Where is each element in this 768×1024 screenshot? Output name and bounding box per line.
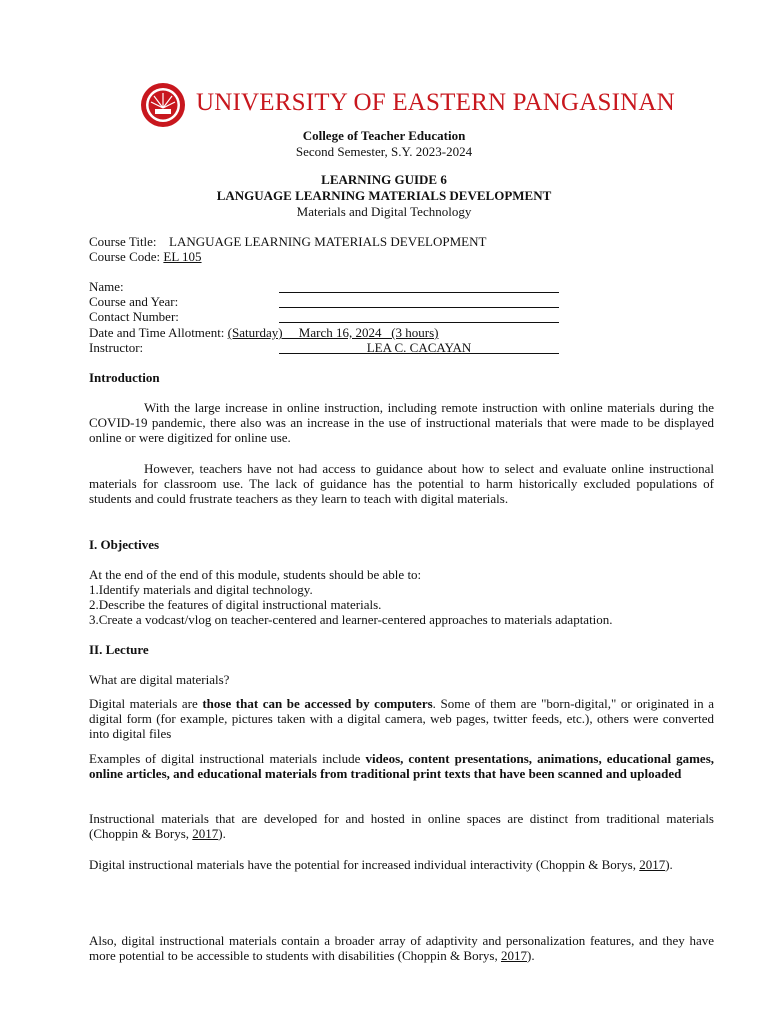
citation-year: 2017: [192, 826, 219, 841]
instructor-label: Instructor:: [89, 340, 144, 355]
lecture-paragraph-online-spaces: [89, 811, 714, 841]
course-code-row: [89, 249, 202, 264]
course-code-label: Course Code:: [89, 249, 161, 264]
course-heading: LANGUAGE LEARNING MATERIALS DEVELOPMENT: [216, 188, 552, 203]
text-run: . Some of them are "born-digital," or originated in a digital form (for example, pictures taken with a digital camera, web pages, twitter feeds, etc.), others were converted into digital files: [89, 696, 714, 741]
text-run: Examples of digital instructional materials include: [89, 751, 366, 766]
date-time-row: [89, 325, 439, 340]
lecture-paragraph-digital-materials: [89, 696, 714, 741]
guide-number: LEARNING GUIDE 6: [321, 172, 447, 187]
introduction-paragraph-1: With the large increase in online instruction, including remote instruction with online materials during the COVID-19 pandemic, there also was an increase in the use of instructional materials that were made to be displayed online or were digitized for online use.: [89, 400, 714, 445]
emphasis-text: those that can be accessed by computers: [202, 696, 433, 711]
text-run: Also, digital instructional materials contain a broader array of adaptivity and personalization features, and they have more potential to be accessible to students with disabilities (Choppin & Borys,: [89, 933, 714, 963]
course-year-line: [279, 307, 559, 308]
objective-item: 3.Create a vodcast/vlog on teacher-centered and learner-centered approaches to materials adaptation.: [89, 612, 613, 627]
date-time-label: Date and Time Allotment:: [89, 325, 225, 340]
university-seal-icon: [140, 82, 186, 128]
college-name: College of Teacher Education: [302, 128, 466, 143]
instructor-value: LEA C. CACAYAN: [366, 340, 472, 355]
introduction-heading: Introduction: [89, 370, 160, 385]
university-name: UNIVERSITY OF EASTERN PANGASINAN: [196, 89, 675, 116]
date-time-value: (Saturday) March 16, 2024 (3 hours): [227, 325, 439, 340]
text-run: ).: [665, 857, 673, 872]
instructor-line: [279, 353, 559, 354]
objectives-intro: At the end of the end of this module, students should be able to:: [89, 567, 422, 582]
text-run: ).: [526, 948, 535, 963]
text-run: Instructional materials that are developed for and hosted in online spaces are distinct from traditional materials (Choppin & Borys,: [89, 811, 714, 841]
objective-item: 1.Identify materials and digital technology.: [89, 582, 313, 597]
introduction-paragraph-2: However, teachers have not had access to guidance about how to select and evaluate online instructional materials for classroom use. The lack of guidance has the potential to harm historically excluded populations of students and could frustrate teachers as they learn to teach with digital materials.: [89, 461, 714, 506]
name-line: [279, 292, 559, 293]
text-run: ).: [218, 826, 226, 841]
name-label: Name:: [89, 279, 124, 294]
topic-title: Materials and Digital Technology: [296, 204, 472, 219]
course-title-row: [89, 234, 486, 249]
lecture-question: What are digital materials?: [89, 672, 230, 687]
citation-year: 2017: [500, 948, 527, 963]
university-header: [140, 82, 675, 128]
semester-line: Second Semester, S.Y. 2023-2024: [295, 144, 473, 159]
course-year-label: Course and Year:: [89, 294, 179, 309]
citation-year: 2017: [639, 857, 666, 872]
lecture-paragraph-examples: [89, 751, 714, 781]
lecture-heading: II. Lecture: [89, 642, 149, 657]
course-code-value: EL 105: [163, 249, 202, 264]
text-run: Digital materials are: [89, 696, 203, 711]
contact-number-line: [279, 322, 559, 323]
objective-item: 2.Describe the features of digital instructional materials.: [89, 597, 382, 612]
contact-number-label: Contact Number:: [89, 309, 179, 324]
lecture-paragraph-interactivity: [89, 857, 714, 872]
objectives-heading: I. Objectives: [89, 537, 160, 552]
lecture-paragraph-adaptivity: [89, 933, 714, 963]
text-run: Digital instructional materials have the potential for increased individual interactivity (Choppin & Borys,: [89, 857, 640, 872]
course-title-label: Course Title:: [89, 234, 157, 249]
emphasis-text: videos, content presentations, animations, educational games, online articles, and educational materials from traditional print texts that have been scanned and uploaded: [89, 751, 714, 781]
course-title-value: LANGUAGE LEARNING MATERIALS DEVELOPMENT: [169, 234, 487, 249]
